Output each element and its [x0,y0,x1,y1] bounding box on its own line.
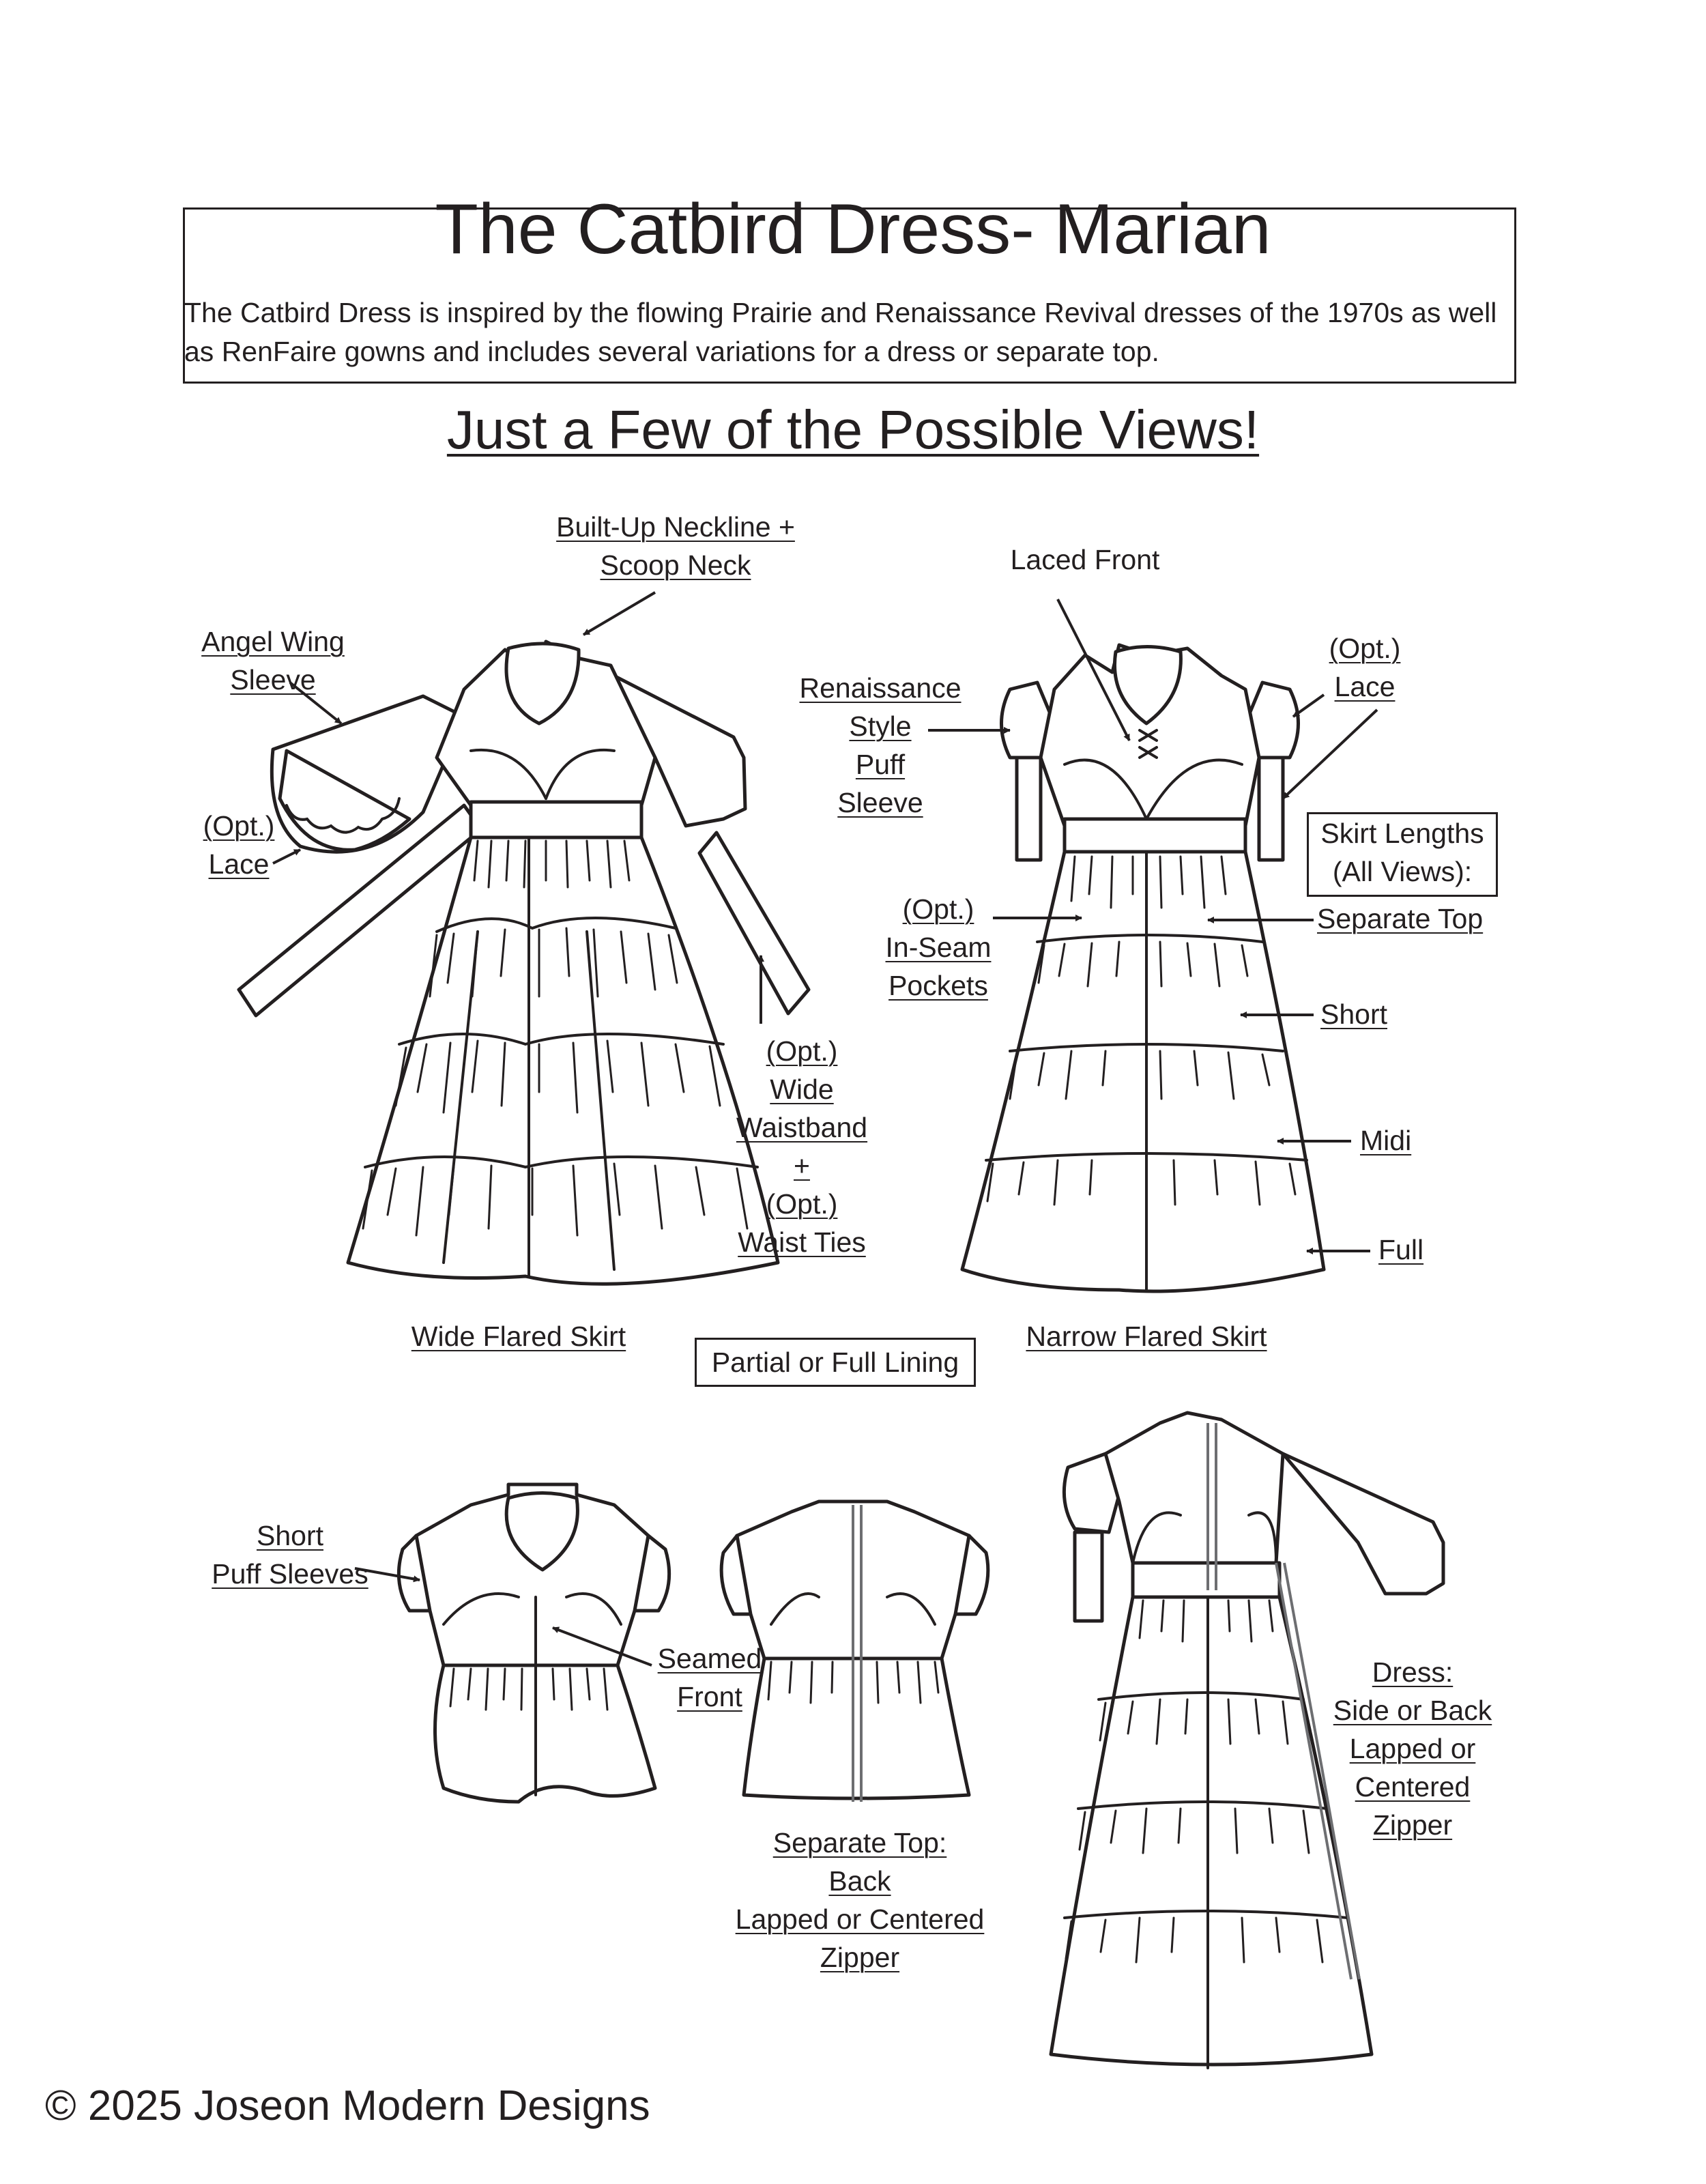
copyright-footer: © 2025 Joseon Modern Designs [45,2082,650,2129]
label-length-separate-top: Separate Top [1317,903,1484,934]
label-length-short: Short [1320,998,1387,1030]
label-dress-zipper: Dress: Side or Back Lapped or Centered Zipper [1333,1656,1492,1841]
skirt-lengths-title: Skirt Lengths [1320,818,1484,849]
label-renaissance-puff-sleeve: Renaissance Style Puff Sleeve [799,672,962,818]
label-built-up-neckline: Built-Up Neckline + Scoop Neck [556,511,795,581]
label-separate-top-back-zipper: Separate Top: Back Lapped or Centered Zipper [735,1827,985,1973]
label-laced-front: Laced Front [1010,544,1160,575]
skirt-lengths-subtitle: (All Views): [1332,856,1473,887]
lining-box: Partial or Full Lining [695,1338,976,1387]
page-title: The Catbird Dress- Marian [435,190,1271,269]
views-heading: Just a Few of the Possible Views! [446,399,1260,460]
label-length-midi: Midi [1360,1125,1412,1156]
label-short-puff-sleeves: Short Puff Sleeves [212,1520,368,1590]
skirt-lengths-box [1307,812,1498,897]
label-seamed-front: Seamed Front [657,1643,762,1712]
label-waistband-waist-ties: (Opt.) Wide Waistband + (Opt.) Waist Ties [736,1035,868,1258]
label-narrow-opt-lace: (Opt.) Lace [1329,633,1401,702]
intro-text: The Catbird Dress is inspired by the flowing Prairie and Renaissance Revival dresses of the 1970s as well as RenFaire gowns and includes several variations for a dress or separate top. [184,297,1497,367]
caption-narrow-flared-skirt: Narrow Flared Skirt [1026,1321,1267,1352]
label-in-seam-pockets: (Opt.) In-Seam Pockets [885,893,992,1001]
label-length-full: Full [1378,1234,1424,1265]
caption-wide-flared-skirt: Wide Flared Skirt [411,1321,626,1352]
label-wide-opt-lace: (Opt.) Lace [203,810,275,880]
separate-top-front-drawing [399,1484,669,1802]
label-angel-wing-sleeve: Angel Wing Sleeve [201,626,345,695]
